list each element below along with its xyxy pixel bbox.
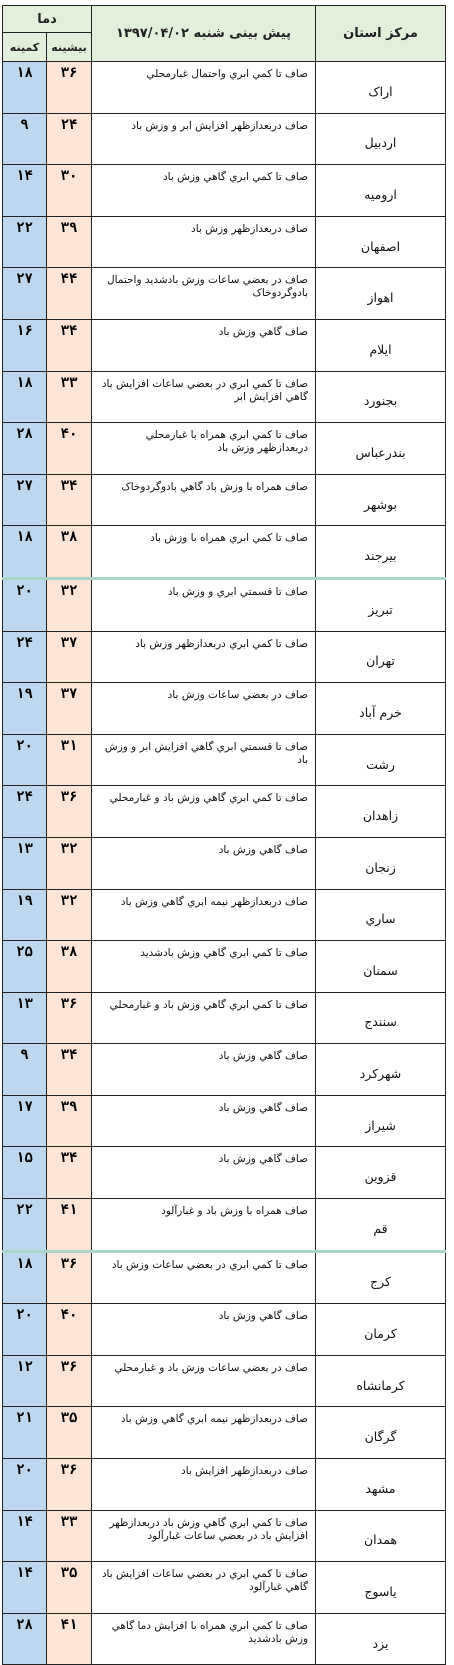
min-temp-cell: ۲۰ bbox=[3, 578, 47, 631]
weather-forecast-table bbox=[2, 5, 445, 1665]
max-temp-cell: ۳۹ bbox=[47, 216, 92, 268]
min-temp-cell: ۱۲ bbox=[3, 1355, 47, 1407]
max-temp-cell: ۳۶ bbox=[47, 1459, 92, 1511]
min-temp-cell: ۲۱ bbox=[3, 1407, 47, 1459]
max-temp-cell: ۴۱ bbox=[47, 1199, 92, 1252]
max-temp-cell: ۴۱ bbox=[47, 1613, 92, 1665]
forecast-cell: صاف گاهي وزش باد bbox=[92, 319, 316, 371]
city-cell: مشهد bbox=[316, 1459, 446, 1511]
max-temp-cell: ۳۹ bbox=[47, 1095, 92, 1147]
max-temp-cell: ۴۰ bbox=[47, 1304, 92, 1356]
forecast-cell: صاف تا کمي ابري در بعضي ساعات افزايش باد گاهي افزايش ابر bbox=[92, 371, 316, 423]
forecast-cell: صاف تا کمي ابري همراه با غبارمحلي دربعدازظهر وزش باد bbox=[92, 423, 316, 475]
forecast-cell: صاف در بعضي ساعات وزش باد و غبارمحلي bbox=[92, 1355, 316, 1407]
city-cell: اراک bbox=[316, 62, 446, 114]
table-row bbox=[3, 319, 446, 371]
forecast-cell: صاف گاهي وزش باد bbox=[92, 1147, 316, 1199]
min-temp-cell: ۱۵ bbox=[3, 1147, 47, 1199]
forecast-cell: صاف همراه با وزش باد و غبارآلود bbox=[92, 1199, 316, 1252]
forecast-cell: صاف تا کمي ابري در بعضي ساعات افزايش باد گاهي غبارآلود bbox=[92, 1562, 316, 1614]
city-cell: رشت bbox=[316, 734, 446, 786]
table-row bbox=[3, 578, 446, 631]
forecast-cell: صاف گاهي وزش باد bbox=[92, 1095, 316, 1147]
min-temp-cell: ۲۴ bbox=[3, 786, 47, 838]
city-cell: گرگان bbox=[316, 1407, 446, 1459]
forecast-cell: صاف تا کمي ابري گاهي وزش باد bbox=[92, 165, 316, 217]
forecast-cell: صاف در بعضي ساعات وزش بادشديد واحتمال بادوگردوخاک bbox=[92, 268, 316, 320]
city-cell: زاهدان bbox=[316, 786, 446, 838]
table-row bbox=[3, 889, 446, 941]
max-temp-cell: ۴۴ bbox=[47, 268, 92, 320]
min-temp-cell: ۲۸ bbox=[3, 1613, 47, 1665]
city-cell: اصفهان bbox=[316, 216, 446, 268]
city-cell: سنندج bbox=[316, 992, 446, 1044]
table-row bbox=[3, 683, 446, 735]
max-temp-cell: ۳۳ bbox=[47, 1510, 92, 1562]
min-temp-cell: ۲۷ bbox=[3, 268, 47, 320]
min-temp-cell: ۱۹ bbox=[3, 683, 47, 735]
table-row bbox=[3, 992, 446, 1044]
min-temp-cell: ۱۶ bbox=[3, 319, 47, 371]
table-row bbox=[3, 268, 446, 320]
city-cell: بيرجند bbox=[316, 526, 446, 579]
max-temp-cell: ۳۴ bbox=[47, 474, 92, 526]
min-temp-cell: ۱۴ bbox=[3, 165, 47, 217]
city-cell: ساري bbox=[316, 889, 446, 941]
table-row bbox=[3, 941, 446, 993]
forecast-cell: صاف همراه با وزش باد گاهي بادوگردوخاک bbox=[92, 474, 316, 526]
forecast-cell: صاف تا قسمتي ابري گاهي افزايش ابر و وزش باد bbox=[92, 734, 316, 786]
city-cell: کرمانشاه bbox=[316, 1355, 446, 1407]
city-cell: شهرکرد bbox=[316, 1044, 446, 1096]
min-temp-cell: ۱۸ bbox=[3, 1251, 47, 1304]
forecast-cell: صاف دربعدازظهر افزايش باد bbox=[92, 1459, 316, 1511]
min-temp-cell: ۲۲ bbox=[3, 216, 47, 268]
city-cell: قزوين bbox=[316, 1147, 446, 1199]
max-temp-cell: ۳۶ bbox=[47, 992, 92, 1044]
table-row bbox=[3, 1407, 446, 1459]
max-temp-cell: ۳۴ bbox=[47, 1147, 92, 1199]
city-cell: زنجان bbox=[316, 837, 446, 889]
max-temp-cell: ۳۵ bbox=[47, 1562, 92, 1614]
table-row bbox=[3, 1562, 446, 1614]
min-temp-cell: ۱۳ bbox=[3, 992, 47, 1044]
forecast-cell: صاف دربعدازظهر وزش باد bbox=[92, 216, 316, 268]
table-row bbox=[3, 1613, 446, 1665]
min-temp-cell: ۱۴ bbox=[3, 1562, 47, 1614]
max-temp-cell: ۳۰ bbox=[47, 165, 92, 217]
max-temp-cell: ۳۵ bbox=[47, 1407, 92, 1459]
table-row bbox=[3, 113, 446, 165]
table-row bbox=[3, 837, 446, 889]
table-row bbox=[3, 474, 446, 526]
city-cell: همدان bbox=[316, 1510, 446, 1562]
city-cell: ياسوج bbox=[316, 1562, 446, 1614]
table-row bbox=[3, 1304, 446, 1356]
table-row bbox=[3, 1459, 446, 1511]
min-temp-cell: ۲۸ bbox=[3, 423, 47, 475]
max-temp-cell: ۳۶ bbox=[47, 1251, 92, 1304]
max-temp-cell: ۳۴ bbox=[47, 1044, 92, 1096]
table-row bbox=[3, 62, 446, 114]
forecast-cell: صاف تا قسمتي ابري و وزش باد bbox=[92, 578, 316, 631]
max-temp-cell: ۳۶ bbox=[47, 62, 92, 114]
city-cell: تهران bbox=[316, 631, 446, 683]
forecast-cell: صاف در بعضي ساعات وزش باد bbox=[92, 683, 316, 735]
city-cell: تبريز bbox=[316, 578, 446, 631]
max-temp-cell: ۳۲ bbox=[47, 837, 92, 889]
city-cell: اروميه bbox=[316, 165, 446, 217]
forecast-cell: صاف تا کمي ابري واحتمال غبارمحلي bbox=[92, 62, 316, 114]
max-temp-cell: ۲۴ bbox=[47, 113, 92, 165]
min-temp-cell: ۱۸ bbox=[3, 371, 47, 423]
city-cell: اردبيل bbox=[316, 113, 446, 165]
table-row bbox=[3, 526, 446, 579]
min-temp-cell: ۹ bbox=[3, 113, 47, 165]
max-temp-cell: ۳۶ bbox=[47, 1355, 92, 1407]
max-temp-cell: ۳۸ bbox=[47, 941, 92, 993]
forecast-cell: صاف تا کمي ابري گاهي وزش بادشديد bbox=[92, 941, 316, 993]
table-row bbox=[3, 631, 446, 683]
max-temp-cell: ۳۱ bbox=[47, 734, 92, 786]
forecast-cell: صاف تا کمي ابري در بعضي ساعات وزش باد bbox=[92, 1251, 316, 1304]
city-cell: کرج bbox=[316, 1251, 446, 1304]
max-temp-cell: ۳۷ bbox=[47, 631, 92, 683]
city-cell: خرم آباد bbox=[316, 683, 446, 735]
forecast-cell: صاف دربعدازظهر نيمه ابري گاهي وزش باد bbox=[92, 1407, 316, 1459]
forecast-cell: صاف گاهي وزش باد bbox=[92, 837, 316, 889]
city-cell: بوشهر bbox=[316, 474, 446, 526]
forecast-cell: صاف تا کمي ابري گاهي وزش باد و غبارمحلي bbox=[92, 786, 316, 838]
max-temp-cell: ۳۸ bbox=[47, 526, 92, 579]
table-row bbox=[3, 371, 446, 423]
min-temp-cell: ۱۷ bbox=[3, 1095, 47, 1147]
city-cell: بندرعباس bbox=[316, 423, 446, 475]
forecast-cell: صاف تا کمي ابري گاهي وزش باد و غبارمحلي bbox=[92, 992, 316, 1044]
forecast-header: پیش بینی شنبه ۱۳۹۷/۰۴/۰۲ bbox=[92, 6, 316, 62]
forecast-cell: صاف تا کمي ابري همراه با افزايش دما گاهي وزش بادشديد bbox=[92, 1613, 316, 1665]
temperature-header: دما bbox=[3, 6, 92, 33]
city-cell: قم bbox=[316, 1199, 446, 1252]
table-row bbox=[3, 1044, 446, 1096]
min-temp-cell: ۲۰ bbox=[3, 734, 47, 786]
city-cell: سمنان bbox=[316, 941, 446, 993]
table-row bbox=[3, 1199, 446, 1252]
min-temp-cell: ۱۳ bbox=[3, 837, 47, 889]
table-row bbox=[3, 1355, 446, 1407]
max-temp-header: بیشینه bbox=[47, 33, 92, 62]
city-cell: اهواز bbox=[316, 268, 446, 320]
max-temp-cell: ۳۲ bbox=[47, 889, 92, 941]
table-row bbox=[3, 423, 446, 475]
city-cell: بجنورد bbox=[316, 371, 446, 423]
table-row bbox=[3, 1147, 446, 1199]
city-cell: شيراز bbox=[316, 1095, 446, 1147]
min-temp-cell: ۲۷ bbox=[3, 474, 47, 526]
min-temp-cell: ۱۸ bbox=[3, 62, 47, 114]
max-temp-cell: ۳۷ bbox=[47, 683, 92, 735]
forecast-cell: صاف گاهي وزش باد bbox=[92, 1304, 316, 1356]
forecast-cell: صاف تا کمي ابري گاهي وزش باد دربعدازظهر افزايش باد در بعضي ساعات غبارآلود bbox=[92, 1510, 316, 1562]
min-temp-cell: ۲۲ bbox=[3, 1199, 47, 1252]
max-temp-cell: ۳۳ bbox=[47, 371, 92, 423]
forecast-rows bbox=[3, 62, 446, 1665]
table-row bbox=[3, 734, 446, 786]
table-row bbox=[3, 1251, 446, 1304]
city-cell: ايلام bbox=[316, 319, 446, 371]
table-row bbox=[3, 1510, 446, 1562]
table-row bbox=[3, 1095, 446, 1147]
max-temp-cell: ۳۴ bbox=[47, 319, 92, 371]
min-temp-cell: ۱۹ bbox=[3, 889, 47, 941]
forecast-cell: صاف تا کمي ابري دربعدازظهر وزش باد bbox=[92, 631, 316, 683]
city-cell: کرمان bbox=[316, 1304, 446, 1356]
forecast-cell: صاف دربعدازظهر نيمه ابري گاهي وزش باد bbox=[92, 889, 316, 941]
max-temp-cell: ۴۰ bbox=[47, 423, 92, 475]
min-temp-cell: ۹ bbox=[3, 1044, 47, 1096]
table-row bbox=[3, 216, 446, 268]
max-temp-cell: ۳۶ bbox=[47, 786, 92, 838]
min-temp-cell: ۲۰ bbox=[3, 1459, 47, 1511]
province-center-header: مرکز استان bbox=[316, 6, 446, 62]
min-temp-cell: ۱۸ bbox=[3, 526, 47, 579]
table-row bbox=[3, 786, 446, 838]
min-temp-cell: ۲۵ bbox=[3, 941, 47, 993]
min-temp-cell: ۲۴ bbox=[3, 631, 47, 683]
forecast-cell: صاف تا کمي ابري همراه با وزش باد bbox=[92, 526, 316, 579]
forecast-cell: صاف دربعدازظهر افزايش ابر و وزش باد bbox=[92, 113, 316, 165]
forecast-cell: صاف گاهي وزش باد bbox=[92, 1044, 316, 1096]
min-temp-header: کمینه bbox=[3, 33, 47, 62]
max-temp-cell: ۳۲ bbox=[47, 578, 92, 631]
table-row bbox=[3, 165, 446, 217]
city-cell: يزد bbox=[316, 1613, 446, 1665]
min-temp-cell: ۲۰ bbox=[3, 1304, 47, 1356]
min-temp-cell: ۱۴ bbox=[3, 1510, 47, 1562]
